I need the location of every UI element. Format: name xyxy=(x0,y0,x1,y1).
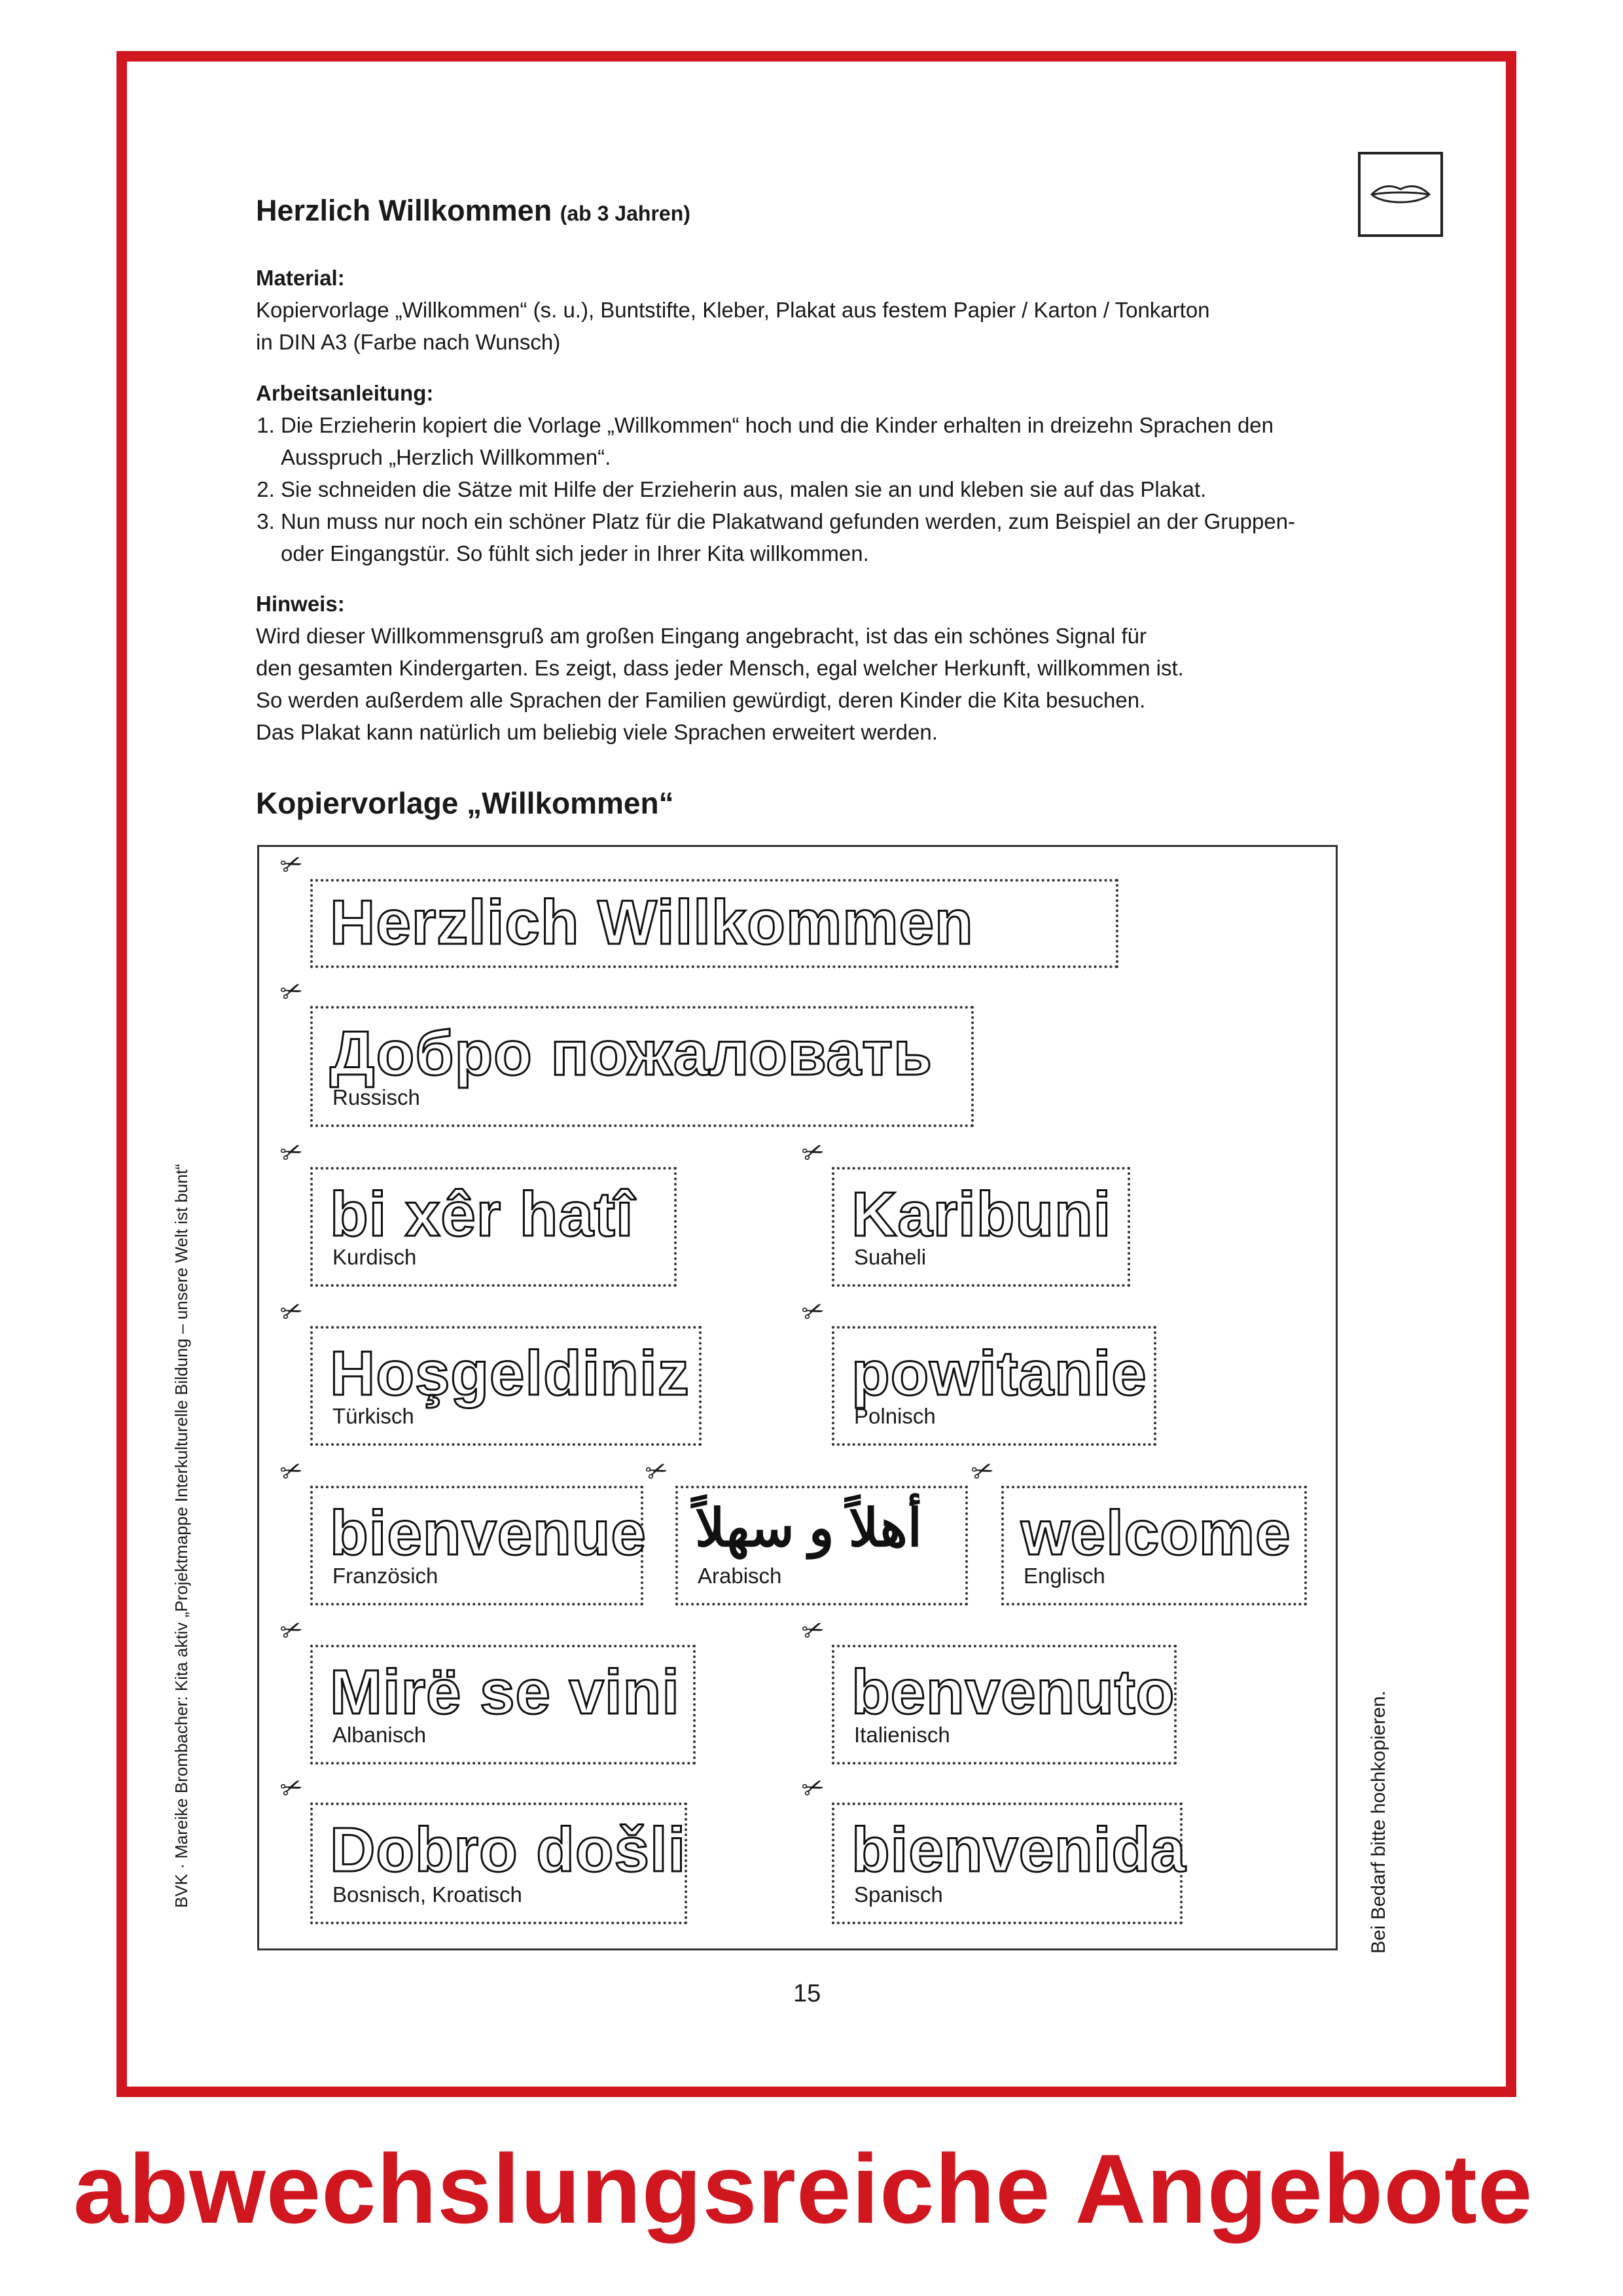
language-label: Albanisch xyxy=(332,1723,427,1747)
scissors-icon: ✂ xyxy=(641,1454,673,1489)
cutout-card xyxy=(310,1803,687,1924)
scissors-icon: ✂ xyxy=(798,1294,829,1329)
scissors-icon: ✂ xyxy=(276,1294,308,1329)
scissors-icon: ✂ xyxy=(276,1454,308,1489)
title-text: Herzlich Willkommen xyxy=(256,194,552,227)
cutout-card xyxy=(310,1645,696,1765)
welcome-phrase: Dobro došli xyxy=(330,1815,687,1885)
welcome-phrase: Mirë se vini xyxy=(330,1657,680,1727)
scissors-icon: ✂ xyxy=(276,847,308,882)
scissors-icon: ✂ xyxy=(276,1770,308,1806)
scissors-icon: ✂ xyxy=(798,1770,829,1806)
instructions-section xyxy=(256,377,1336,569)
cutout-card xyxy=(832,1645,1177,1765)
welcome-phrase: أهلاً و سهلاً xyxy=(695,1499,922,1557)
welcome-phrase: Karibuni xyxy=(851,1179,1112,1249)
cutout-card xyxy=(675,1486,968,1605)
cutout-card xyxy=(310,879,1118,968)
material-heading: Material: xyxy=(256,266,345,290)
cutout-card xyxy=(310,1326,702,1446)
hint-heading: Hinweis: xyxy=(256,592,345,616)
page-title xyxy=(256,194,690,228)
language-label: Suaheli xyxy=(854,1245,927,1269)
scissors-icon: ✂ xyxy=(967,1454,999,1489)
language-label: Bosnisch, Kroatisch xyxy=(332,1882,522,1907)
language-label: Türkisch xyxy=(332,1404,414,1428)
scissors-icon: ✂ xyxy=(798,1613,829,1648)
welcome-phrase: bienvenue xyxy=(330,1498,647,1568)
page-number: 15 xyxy=(793,1980,821,2007)
welcome-phrase: bienvenida xyxy=(851,1815,1186,1885)
title-age: (ab 3 Jahren) xyxy=(560,202,690,225)
cutout-card xyxy=(832,1167,1130,1287)
language-label: Russisch xyxy=(332,1085,420,1109)
side-note-right: Bei Bedarf bitte hochkopieren. xyxy=(1368,1691,1389,1954)
language-label: Italienisch xyxy=(854,1723,950,1747)
welcome-phrase: Hoşgeldiniz xyxy=(330,1338,690,1408)
language-label: Englisch xyxy=(1024,1564,1105,1588)
cutout-card xyxy=(310,1006,974,1127)
hint-line: Wird dieser Willkommensgruß am großen Eingang angebracht, ist das ein schönes Signal für xyxy=(256,624,1147,648)
scissors-icon: ✂ xyxy=(276,1613,308,1648)
hint-line: den gesamten Kindergarten. Es zeigt, dass jeder Mensch, egal welcher Herkunft, willkommen ist. xyxy=(256,656,1184,680)
language-label: Kurdisch xyxy=(332,1245,417,1269)
welcome-phrase: bi xêr hatî xyxy=(330,1179,634,1249)
side-credit-left: BVK · Mareike Brombacher: Kita aktiv „Projektmappe Interkulturelle Bildung – unsere Welt ist bunt“ xyxy=(171,1164,191,1908)
cutout-card xyxy=(832,1326,1156,1446)
welcome-phrase: benvenuto xyxy=(851,1657,1175,1727)
cutout-card xyxy=(1001,1486,1307,1605)
language-label: Spanisch xyxy=(854,1882,943,1907)
instruction-step: 1. Die Erzieherin kopiert die Vorlage „Willkommen“ hoch und die Kinder erhalten in dreizehn Sprachen den Ausspruch „Herzlich Willkommen“. xyxy=(281,409,1336,473)
welcome-phrase: Добро пожаловать xyxy=(330,1018,933,1088)
lips-icon xyxy=(1358,152,1443,237)
hint-line: So werden außerdem alle Sprachen der Familien gewürdigt, deren Kinder die Kita besuchen. xyxy=(256,688,1146,712)
template-heading: Kopiervorlage „Willkommen“ xyxy=(256,786,674,820)
welcome-phrase: welcome xyxy=(1021,1498,1291,1568)
scissors-icon: ✂ xyxy=(276,1135,308,1170)
cutout-card xyxy=(832,1803,1186,1924)
scissors-icon: ✂ xyxy=(276,974,308,1009)
material-line: Kopiervorlage „Willkommen“ (s. u.), Buntstifte, Kleber, Plakat aus festem Papier / Karton / Tonkarton xyxy=(256,298,1210,322)
cutout-card xyxy=(310,1167,677,1287)
cutout-card xyxy=(310,1486,647,1605)
language-label: Polnisch xyxy=(854,1404,936,1428)
instructions-heading: Arbeitsanleitung: xyxy=(256,381,434,405)
hint-section xyxy=(256,588,1336,748)
welcome-phrase: powitanie xyxy=(851,1338,1147,1408)
language-label: Französich xyxy=(332,1564,438,1588)
instruction-step: 3. Nun muss nur noch ein schöner Platz für die Plakatwand gefunden werden, zum Beispiel an der Gruppen- oder Eingangstür. So fühlt sich jeder in Ihrer Kita willkommen. xyxy=(281,505,1336,569)
material-line: in DIN A3 (Farbe nach Wunsch) xyxy=(256,330,561,354)
instruction-step: 2. Sie schneiden die Sätze mit Hilfe der Erzieherin aus, malen sie an und kleben sie auf das Plakat. xyxy=(281,473,1336,505)
language-label: Arabisch xyxy=(698,1564,782,1588)
welcome-phrase: Herzlich Willkommen xyxy=(330,888,974,958)
material-section xyxy=(256,262,1336,358)
hint-line: Das Plakat kann natürlich um beliebig viele Sprachen erweitert werden. xyxy=(256,720,938,744)
slogan: abwechslungsreiche Angebote xyxy=(73,2134,1533,2244)
scissors-icon: ✂ xyxy=(798,1135,829,1170)
